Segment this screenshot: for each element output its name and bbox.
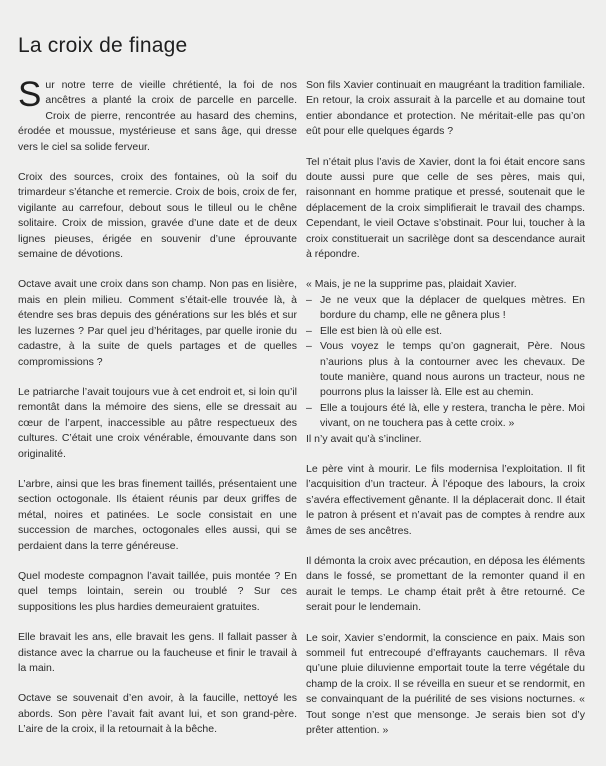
dialogue-dash: – xyxy=(306,293,312,306)
drop-cap: S xyxy=(18,75,42,114)
dialogue-line xyxy=(306,324,585,339)
paragraph-11: Le père vint à mourir. Le fils modernisa l’exploitation. Il fit l’acquisition d’un tracteur. À l’époque des labours, la croix s’avéra effectivement gênante. Il la déplacerait donc. Il était le patron à présent et n’avait pas de comptes à rendre aux âmes de ses ancêtres. xyxy=(306,462,585,537)
paragraph-1 xyxy=(18,75,297,155)
dialogue-dash: – xyxy=(306,401,312,414)
paragraph-7: Elle bravait les ans, elle bravait les gens. Il fallait passer à distance avec la charrue ou la faucheuse et finir le travail à la main. xyxy=(18,631,297,674)
paragraph-3: Octave avait une croix dans son champ. Non pas en lisière, mais en plein milieu. Comment s’était-elle trouvée là, à étendre ses bras depuis des générations sur les blés et sur les luzernes ? Par quel jeu d’héritages, par quelle ironie du cadastre, à la suite de quels partages et de quelles compromissions ? xyxy=(18,278,297,368)
paragraph-10: Tel n’était plus l’avis de Xavier, dont la foi était encore sans doute aussi pure que celle de ses pères, mais qui, raisonnant en homme pratique et pressé, soutenait que le déplacement de la croix simplifierait le travail des champs. Cependant, le vieil Octave s’obstinait. Pour lui, toucher à la croix constituerait un sacrilège dont sa descendance aurait à répondre. xyxy=(306,155,585,261)
paragraph-2: Croix des sources, croix des fontaines, où la soif du trimardeur s’étanche et remercie. Croix de bois, croix de fer, vigilante au carrefour, debout sous le tilleul ou le chêne solitaire. Croix de mission, gravée d’une date et de deux lignes pieuses, érigée en souvenir d’une éprouvante semaine de dévotions. xyxy=(18,171,297,261)
paragraph-9: Son fils Xavier continuait en maugréant la tradition familiale. En retour, la croix assurait à la parcelle et au domaine tout entier abondance et protection. Ne méritait-elle pas qu’on eût pour elle quelques égards ? xyxy=(306,79,585,138)
right-column xyxy=(306,78,585,753)
paragraph-13: Le soir, Xavier s’endormit, la conscience en paix. Mais son sommeil fut entrecoupé d’effrayants cauchemars. Il rêva qu’une pluie diluvienne emportait toute la terre végétale du champ de la croix. Il se réveilla en sueur et se rendormit, en se convainquant de la puérilité de ses visions nocturnes. « Tout songe n’est que mensonge. Je serais bien sot d’y prêter attention. » xyxy=(306,631,585,737)
dialogue-text: Vous voyez le temps qu’on gagnerait, Père. Nous n’aurions plus à la contourner avec les chevaux. De toute manière, quand nous aurons un tracteur, nous ne pourrons plus la laisser là. Elle est au chemin. xyxy=(320,340,585,399)
paragraph-12: Il démonta la croix avec précaution, en déposa les éléments dans le fossé, se promettant de la remonter quand il en aurait le temps. Le champ était prêt à être retourné. Ce serait pour le lendemain. xyxy=(306,554,585,614)
dialogue-block xyxy=(306,277,585,446)
paragraph-4: Le patriarche l’avait toujours vue à cet endroit et, si loin qu’il remontât dans la mémoire des siens, elle se dressait au cœur de l’arpent, inaccessible au pâtre respectueux des cultures. C’était une croix vénérable, émouvante dans son originalité. xyxy=(18,385,297,460)
dialogue-line xyxy=(306,293,585,324)
paragraph-6: Quel modeste compagnon l’avait taillée, puis montée ? En quel temps lointain, serein ou troublé ? Sur ces suppositions les plus hardies demeuraient gratuites. xyxy=(18,569,297,613)
paragraph-1-text: ur notre terre de vieille chrétienté, la foi de nos ancêtres a planté la croix de parcelle en parcelle. Croix de pierre, rencontrée au hasard des chemins, érodée et moussue, mystérieuse et sans âge, qui dresse vers le ciel sa solide ferveur. xyxy=(18,79,297,153)
dialogue-line xyxy=(306,401,585,432)
dialogue-text: Je ne veux que la déplacer de quelques mètres. En bordure du champ, elle ne gênera plus ! xyxy=(320,293,585,322)
dialogue-text: Elle a toujours été là, elle y restera, trancha le père. Moi vivant, on ne touchera pas à cette croix. » xyxy=(320,401,585,430)
dialogue-dash: – xyxy=(306,340,312,353)
paragraph-8: Octave se souvenait d’en avoir, à la faucille, nettoyé les abords. Son père l’avait fait avant lui, et son grand-père. L’aire de la croix, il la retournait à la bêche. xyxy=(18,692,297,736)
dialogue-text: Elle est bien là où elle est. xyxy=(320,324,442,337)
dialogue-closing: Il n’y avait qu’à s’incliner. xyxy=(306,432,422,445)
page-title: La croix de finage xyxy=(18,34,188,58)
left-column xyxy=(18,75,297,753)
dialogue-dash: – xyxy=(306,324,312,337)
dialogue-opening: « Mais, je ne la supprime pas, plaidait Xavier. xyxy=(306,278,517,291)
dialogue-line xyxy=(306,339,585,401)
paragraph-5: L’arbre, ainsi que les bras finement taillés, présentaient une section octogonale. Ils étaient réunis par deux griffes de métal, noires et patinées. Le socle consistait en une succession de marches, octogonales elles aussi, qui se perdaient dans la terre généreuse. xyxy=(18,477,297,552)
